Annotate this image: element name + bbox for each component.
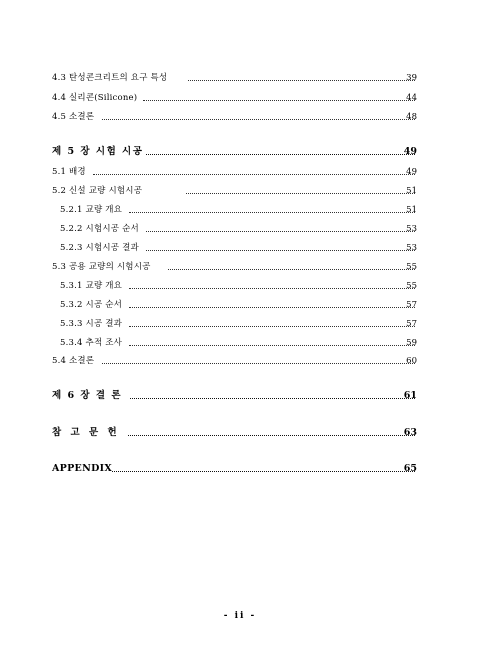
toc-chapter-entry xyxy=(0,426,480,440)
toc-chapter-entry xyxy=(0,389,480,403)
toc-leader-dots xyxy=(129,212,415,213)
toc-entry-page: 39 xyxy=(406,73,417,83)
toc-entry-page: 53 xyxy=(406,243,417,253)
toc-entry-page: 57 xyxy=(406,319,417,329)
toc-entry-title: 5.2.1 교량 개요 xyxy=(60,205,123,215)
toc-leader-dots xyxy=(130,398,415,399)
toc-entry-page: 53 xyxy=(406,224,417,234)
toc-leader-dots xyxy=(188,80,415,81)
toc-entry-title: 5.2.2 시험시공 순서 xyxy=(60,224,139,234)
toc-entry-title: 5.4 소결론 xyxy=(52,356,95,366)
toc-entry-title: 5.1 배경 xyxy=(52,167,86,177)
page-number: - ii - xyxy=(223,611,257,621)
toc-leader-dots xyxy=(146,154,415,155)
toc-entry-title: 5.3.3 시공 결과 xyxy=(60,319,123,329)
toc-entry-title: 5.3.2 시공 순서 xyxy=(60,300,123,310)
toc-leader-dots xyxy=(168,269,415,270)
toc-leader-dots xyxy=(129,307,415,308)
toc-entry xyxy=(0,203,480,217)
toc-entry-page: 61 xyxy=(403,390,417,401)
toc-entry-title: 5.3 공용 교량의 시험시공 xyxy=(52,262,151,272)
toc-entry-page: 49 xyxy=(403,146,417,157)
toc-entry-page: 44 xyxy=(406,93,417,103)
toc-chapter-entry xyxy=(0,462,480,476)
toc-entry-title: 5.3.4 추적 조사 xyxy=(60,338,123,348)
toc-entry xyxy=(0,336,480,350)
toc-leader-dots xyxy=(128,435,415,436)
toc-chapter-entry xyxy=(0,145,480,159)
toc-leader-dots xyxy=(186,193,415,194)
toc-entry xyxy=(0,354,480,368)
toc-entry-page: 48 xyxy=(406,112,417,122)
toc-leader-dots xyxy=(146,231,415,232)
toc-entry-page: 51 xyxy=(406,186,417,196)
toc-entry xyxy=(0,71,480,85)
toc-entry xyxy=(0,298,480,312)
toc-leader-dots xyxy=(93,174,415,175)
toc-entry-page: 63 xyxy=(403,427,417,438)
toc-entry xyxy=(0,165,480,179)
toc-leader-dots xyxy=(129,288,415,289)
toc-entry-page: 51 xyxy=(406,205,417,215)
toc-entry-page: 55 xyxy=(406,281,417,291)
toc-entry-page: 57 xyxy=(406,300,417,310)
toc-entry xyxy=(0,91,480,105)
toc-entry-title: 4.5 소결론 xyxy=(52,112,95,122)
toc-leader-dots xyxy=(102,119,415,120)
toc-entry-title: 4.3 탄성콘크리트의 요구 특성 xyxy=(52,73,168,83)
toc-leader-dots xyxy=(102,363,415,364)
toc-leader-dots xyxy=(146,250,415,251)
toc-entry-page: 55 xyxy=(406,262,417,272)
toc-entry-page: 59 xyxy=(406,338,417,348)
toc-entry-title: 4.4 실리콘(Silicone) xyxy=(52,93,138,103)
toc-entry xyxy=(0,184,480,198)
toc-entry xyxy=(0,222,480,236)
toc-entry-title: 제 5 장 시험 시공 xyxy=(52,146,144,157)
toc-leader-dots xyxy=(143,100,415,101)
toc-entry-page: 60 xyxy=(406,356,417,366)
toc-leader-dots xyxy=(129,326,415,327)
toc-entry xyxy=(0,279,480,293)
toc-entry xyxy=(0,317,480,331)
toc-leader-dots xyxy=(129,345,415,346)
toc-entry-title: 제 6 장 결 론 xyxy=(52,390,123,401)
toc-entry-page: 65 xyxy=(403,463,417,474)
toc-entry xyxy=(0,110,480,124)
toc-entry-title: APPENDIX xyxy=(52,463,113,474)
toc-entry-title: 5.3.1 교량 개요 xyxy=(60,281,123,291)
toc-entry-title: 참 고 문 헌 xyxy=(52,427,120,438)
toc-entry-page: 49 xyxy=(406,167,417,177)
toc-entry-title: 5.2 신설 교량 시험시공 xyxy=(52,186,143,196)
toc-entry-title: 5.2.3 시험시공 결과 xyxy=(60,243,139,253)
toc-entry xyxy=(0,241,480,255)
toc-entry xyxy=(0,260,480,274)
toc-leader-dots xyxy=(112,471,415,472)
